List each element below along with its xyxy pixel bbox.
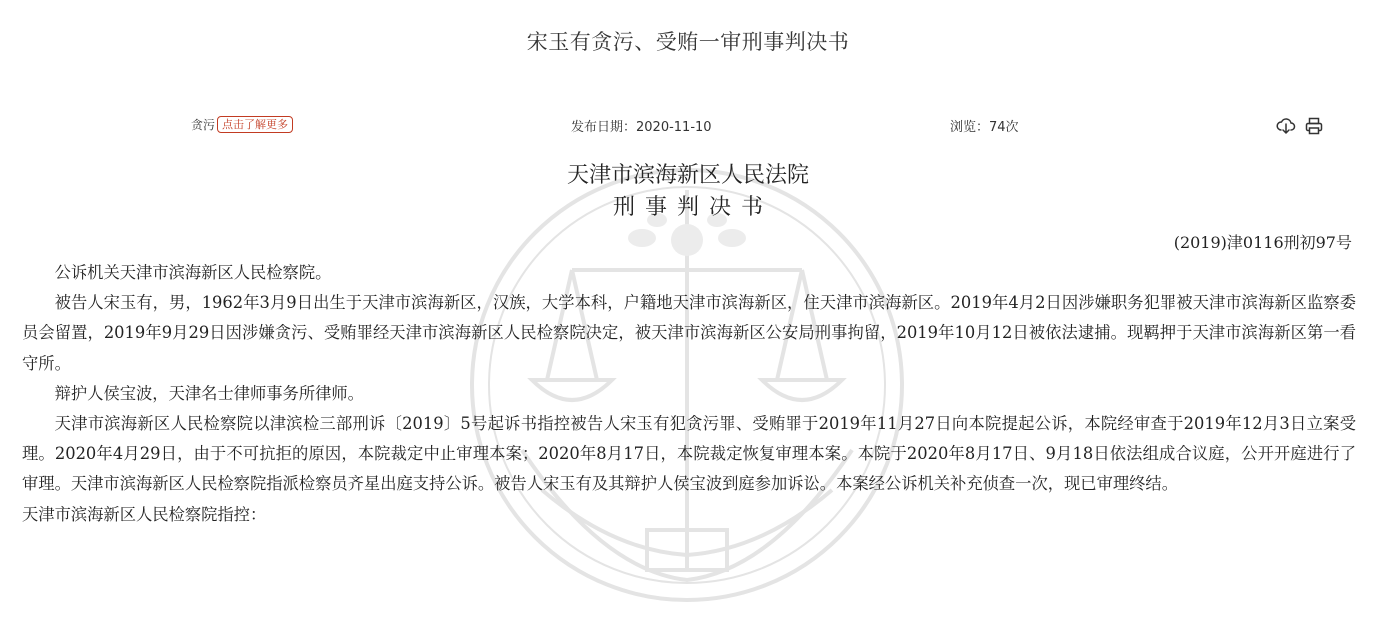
page-title: 宋玉有贪污、受贿一审刑事判决书 bbox=[526, 30, 850, 54]
print-icon[interactable] bbox=[1304, 116, 1324, 136]
case-number: (2019)津0116刑初97号 bbox=[1173, 233, 1352, 252]
action-icons bbox=[1276, 116, 1324, 136]
tag-group bbox=[191, 116, 293, 133]
paragraph-procedure: 天津市滨海新区人民检察院以津滨检三部刑诉〔2019〕5号起诉书指控被告人宋玉有犯贪污罪、受贿罪于2019年11月27日向本院提起公诉，本院经审查于2019年12月3日立案受理。2020年4月29日，由于不可抗拒的原因，本院裁定中止审理本案；2020年8月17日，本院裁定恢复审理本案。本院于2020年8月17日、9月18日依法组成合议庭，公开开庭进行了审理。天津市滨海新区人民检察院指派检察员齐星出庭支持公诉。被告人宋玉有及其辩护人侯宝波到庭参加诉讼。本案经公诉机关补充侦查一次，现已审理终结。 bbox=[22, 414, 1356, 494]
document-type: 刑事判决书 bbox=[612, 195, 773, 220]
judgment-body bbox=[22, 258, 1356, 530]
download-icon[interactable] bbox=[1276, 116, 1296, 136]
publish-date: 发布日期：2020-11-10 bbox=[571, 120, 712, 135]
paragraph-charges-heading: 天津市滨海新区人民检察院指控： bbox=[22, 504, 267, 524]
view-count: 浏览：74次 bbox=[950, 120, 1019, 135]
meta-bar bbox=[0, 114, 1376, 136]
paragraph-defendant: 被告人宋玉有，男，1962年3月9日出生于天津市滨海新区，汉族，大学本科，户籍地天津市滨海新区，住天津市滨海新区。2019年4月2日因涉嫌职务犯罪被天津市滨海新区监察委员会留置，2019年9月29日因涉嫌贪污、受贿罪经天津市滨海新区人民检察院决定，被天津市滨海新区公安局刑事拘留，2019年10月12日被依法逮捕。现羁押于天津市滨海新区第一看守所。 bbox=[22, 293, 1356, 373]
paragraph-defense-counsel: 辩护人侯宝波，天津名士律师事务所律师。 bbox=[54, 383, 364, 403]
paragraph-prosecutor: 公诉机关天津市滨海新区人民检察院。 bbox=[54, 263, 332, 282]
learn-more-link[interactable]: 点击了解更多 bbox=[217, 116, 293, 133]
court-name: 天津市滨海新区人民法院 bbox=[566, 163, 809, 188]
tag-label: 贪污 bbox=[191, 118, 216, 132]
